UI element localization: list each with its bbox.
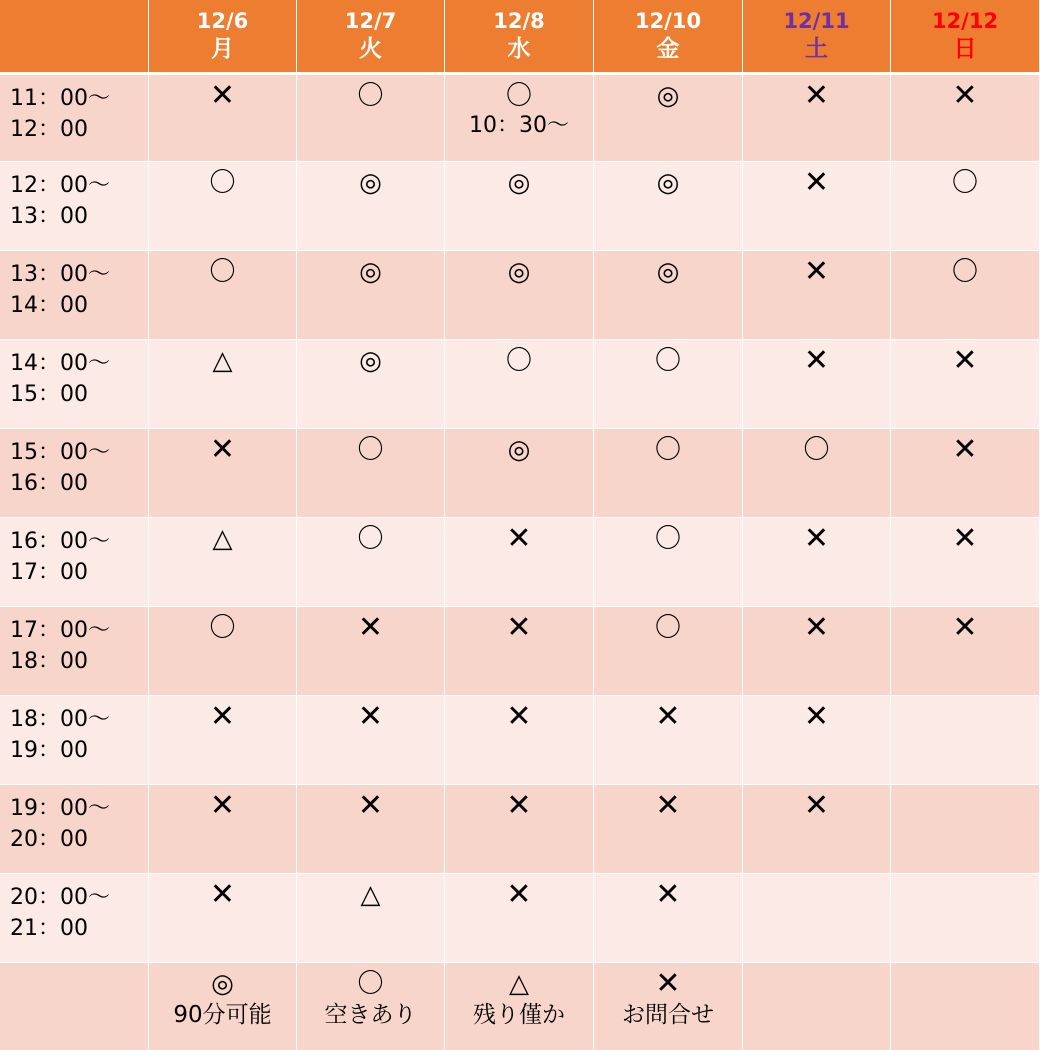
availability-symbol: ◎ xyxy=(507,435,531,465)
availability-symbol: 〇 xyxy=(951,257,978,287)
availability-cell xyxy=(594,517,743,606)
availability-cell xyxy=(743,72,891,161)
availability-symbol: ✕ xyxy=(209,78,236,113)
header-day-6 xyxy=(891,0,1040,72)
availability-cell xyxy=(891,695,1040,784)
availability-symbol: ✕ xyxy=(952,610,978,645)
availability-cell xyxy=(445,873,594,962)
header-date: 12/12 xyxy=(931,9,999,33)
availability-cell xyxy=(149,428,297,517)
availability-cell xyxy=(297,161,445,250)
header-day-3 xyxy=(445,0,594,72)
availability-symbol: 〇 xyxy=(357,81,384,111)
availability-symbol: 〇 xyxy=(357,524,384,554)
availability-cell xyxy=(297,72,445,161)
availability-symbol: ✕ xyxy=(952,78,978,113)
time-slot-start: 17：00～ xyxy=(10,618,110,643)
time-slot-label xyxy=(0,606,149,695)
header-weekday: 土 xyxy=(805,36,828,62)
availability-symbol: ✕ xyxy=(357,788,384,823)
availability-cell xyxy=(445,72,594,161)
availability-cell xyxy=(891,161,1040,250)
legend-label: 空きあり xyxy=(324,1002,417,1028)
availability-symbol: 〇 xyxy=(357,435,384,465)
availability-cell xyxy=(891,784,1040,873)
header-date: 12/11 xyxy=(783,9,850,33)
availability-symbol: ✕ xyxy=(209,432,236,467)
availability-symbol: △ xyxy=(360,880,381,910)
availability-symbol: ✕ xyxy=(952,432,978,467)
availability-cell xyxy=(594,784,743,873)
availability-cell xyxy=(445,250,594,339)
availability-cell xyxy=(743,428,891,517)
availability-cell xyxy=(445,606,594,695)
availability-cell xyxy=(594,695,743,784)
time-slot-label xyxy=(0,873,149,962)
availability-cell xyxy=(149,339,297,428)
legend-cell xyxy=(743,962,891,1050)
availability-symbol: ◎ xyxy=(656,81,680,111)
availability-symbol: ✕ xyxy=(506,877,532,912)
availability-cell xyxy=(891,517,1040,606)
availability-cell xyxy=(297,517,445,606)
availability-cell xyxy=(445,161,594,250)
header-weekday: 金 xyxy=(656,36,680,62)
availability-symbol: ✕ xyxy=(803,610,830,645)
availability-cell xyxy=(297,695,445,784)
availability-cell xyxy=(594,339,743,428)
time-slot-label xyxy=(0,339,149,428)
time-slot-label xyxy=(0,250,149,339)
availability-symbol: 〇 xyxy=(209,257,236,287)
availability-cell xyxy=(149,72,297,161)
time-slot-end: 21：00 xyxy=(10,916,88,941)
availability-symbol: 〇 xyxy=(654,613,681,643)
legend-cell xyxy=(891,962,1040,1050)
availability-symbol: ✕ xyxy=(803,254,830,289)
availability-cell xyxy=(149,250,297,339)
availability-symbol: ◎ xyxy=(359,346,382,376)
availability-symbol: ◎ xyxy=(359,257,382,287)
time-slot-end: 19：00 xyxy=(10,738,88,763)
time-slot-label xyxy=(0,517,149,606)
time-slot-start: 13：00～ xyxy=(10,262,110,287)
availability-symbol: ✕ xyxy=(803,521,830,556)
header-weekday: 日 xyxy=(953,36,977,62)
time-slot-start: 14：00～ xyxy=(10,351,110,376)
availability-cell xyxy=(743,250,891,339)
legend-symbol: △ xyxy=(509,969,529,999)
availability-symbol: ◎ xyxy=(656,168,680,198)
time-slot-end: 16：00 xyxy=(10,471,88,496)
availability-cell xyxy=(149,695,297,784)
availability-symbol: ◎ xyxy=(507,168,531,198)
availability-cell xyxy=(149,606,297,695)
availability-cell xyxy=(297,250,445,339)
availability-symbol: 〇 xyxy=(654,435,681,465)
availability-cell xyxy=(445,695,594,784)
availability-symbol: ◎ xyxy=(656,257,680,287)
availability-cell xyxy=(149,784,297,873)
availability-cell xyxy=(149,517,297,606)
availability-symbol: △ xyxy=(212,524,233,554)
availability-symbol: ✕ xyxy=(506,699,532,734)
header-day-5 xyxy=(743,0,891,72)
header-date: 12/8 xyxy=(493,9,545,33)
availability-symbol: 〇 xyxy=(209,168,236,198)
time-slot-end: 20：00 xyxy=(10,827,88,852)
availability-cell xyxy=(594,428,743,517)
availability-cell xyxy=(594,72,743,161)
header-corner xyxy=(0,0,149,72)
availability-symbol: △ xyxy=(212,346,233,376)
time-slot-start: 12：00～ xyxy=(10,173,110,198)
availability-symbol: 〇 xyxy=(654,524,681,554)
availability-symbol: ✕ xyxy=(655,877,681,912)
header-date: 12/7 xyxy=(344,9,397,33)
header-date: 12/6 xyxy=(196,9,249,33)
time-slot-start: 20：00～ xyxy=(10,885,110,910)
time-slot-label xyxy=(0,428,149,517)
availability-cell xyxy=(445,784,594,873)
time-slot-label xyxy=(0,72,149,161)
availability-cell xyxy=(743,784,891,873)
time-slot-end: 13：00 xyxy=(10,204,88,229)
availability-cell xyxy=(594,250,743,339)
time-slot-start: 11：00～ xyxy=(10,86,110,111)
time-slot-start: 16：00～ xyxy=(10,529,110,554)
availability-symbol: ✕ xyxy=(506,788,532,823)
availability-symbol: ✕ xyxy=(655,699,681,734)
availability-cell xyxy=(297,428,445,517)
time-slot-label xyxy=(0,784,149,873)
availability-symbol: ◎ xyxy=(359,168,382,198)
availability-symbol: 〇 xyxy=(803,435,830,465)
legend-cell xyxy=(297,962,445,1050)
availability-cell xyxy=(891,873,1040,962)
availability-symbol: 〇 xyxy=(209,613,236,643)
availability-cell xyxy=(743,339,891,428)
availability-symbol: 〇 xyxy=(505,346,532,376)
availability-cell xyxy=(445,339,594,428)
availability-cell xyxy=(297,606,445,695)
time-slot-start: 18：00～ xyxy=(10,707,110,732)
header-day-1 xyxy=(149,0,297,72)
availability-cell xyxy=(297,784,445,873)
availability-cell xyxy=(743,606,891,695)
availability-note: 10：30～ xyxy=(469,113,569,138)
time-slot-label xyxy=(0,161,149,250)
header-weekday: 水 xyxy=(507,36,531,62)
availability-symbol: ✕ xyxy=(952,343,978,378)
availability-cell xyxy=(149,873,297,962)
availability-cell xyxy=(891,606,1040,695)
header-day-2 xyxy=(297,0,445,72)
availability-symbol: ✕ xyxy=(506,610,532,645)
header-date: 12/10 xyxy=(634,9,702,33)
availability-cell xyxy=(297,873,445,962)
header-weekday: 火 xyxy=(359,36,382,62)
availability-symbol: 〇 xyxy=(951,168,978,198)
availability-cell xyxy=(743,695,891,784)
legend-cell xyxy=(445,962,594,1050)
legend-corner xyxy=(0,962,149,1050)
time-slot-start: 15：00～ xyxy=(10,440,110,465)
availability-cell xyxy=(743,161,891,250)
availability-symbol: ✕ xyxy=(209,699,236,734)
availability-cell xyxy=(891,339,1040,428)
availability-symbol: ✕ xyxy=(803,343,830,378)
availability-symbol: 〇 xyxy=(505,81,532,111)
availability-symbol: ◎ xyxy=(507,257,531,287)
time-slot-end: 15：00 xyxy=(10,382,88,407)
availability-cell xyxy=(891,250,1040,339)
availability-cell xyxy=(594,606,743,695)
availability-symbol: ✕ xyxy=(803,788,830,823)
legend-cell xyxy=(149,962,297,1050)
availability-cell xyxy=(149,161,297,250)
availability-cell xyxy=(594,161,743,250)
availability-cell xyxy=(594,873,743,962)
availability-cell xyxy=(743,873,891,962)
availability-symbol: ✕ xyxy=(209,788,236,823)
time-slot-end: 17：00 xyxy=(10,560,88,585)
time-slot-end: 12：00 xyxy=(10,117,88,142)
legend-symbol: 〇 xyxy=(357,969,384,999)
availability-symbol: ✕ xyxy=(952,521,978,556)
availability-symbol: ✕ xyxy=(803,78,830,113)
availability-symbol: ✕ xyxy=(209,877,236,912)
time-slot-end: 14：00 xyxy=(10,293,88,318)
availability-cell xyxy=(445,517,594,606)
availability-symbol: ✕ xyxy=(803,699,830,734)
legend-symbol: ✕ xyxy=(655,966,681,1001)
availability-cell xyxy=(891,72,1040,161)
legend-cell xyxy=(594,962,743,1050)
availability-symbol: ✕ xyxy=(357,699,384,734)
header-day-4 xyxy=(594,0,743,72)
availability-cell xyxy=(445,428,594,517)
availability-symbol: 〇 xyxy=(654,346,681,376)
legend-label: 残り僅か xyxy=(473,1002,565,1028)
time-slot-label xyxy=(0,695,149,784)
availability-cell xyxy=(297,339,445,428)
availability-symbol: ✕ xyxy=(357,610,384,645)
availability-cell xyxy=(891,428,1040,517)
time-slot-end: 18：00 xyxy=(10,649,88,674)
availability-cell xyxy=(743,517,891,606)
time-slot-start: 19：00～ xyxy=(10,796,110,821)
legend-label: お問合せ xyxy=(622,1002,714,1028)
availability-symbol: ✕ xyxy=(655,788,681,823)
availability-symbol: ✕ xyxy=(803,165,830,200)
availability-symbol: ✕ xyxy=(506,521,532,556)
legend-symbol: ◎ xyxy=(211,969,234,999)
header-weekday: 月 xyxy=(211,36,234,62)
legend-label: 90分可能 xyxy=(173,1002,272,1028)
